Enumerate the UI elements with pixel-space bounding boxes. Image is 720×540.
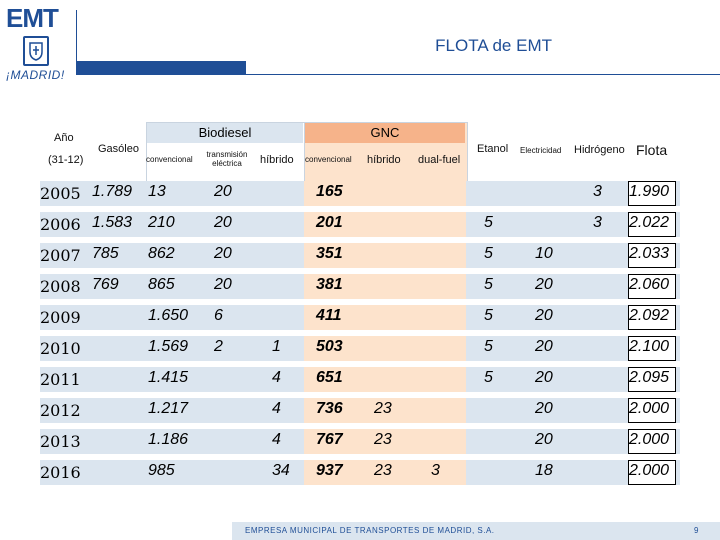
- table-row: [40, 178, 680, 209]
- table-row: [40, 333, 680, 364]
- flota-cell: 2.095: [629, 369, 670, 386]
- gnc-conv-cell: 351: [316, 245, 343, 262]
- gnc-dual-cell: 3: [431, 462, 440, 479]
- bio-trans-cell: 20: [214, 245, 232, 262]
- bio-conv-cell: 865: [148, 276, 175, 293]
- page-title: FLOTA de EMT: [435, 36, 552, 55]
- gnc-other-background: [366, 336, 466, 361]
- flota-cell: 2.000: [629, 400, 670, 417]
- bio-hib-cell: 34: [272, 462, 290, 479]
- year-cell: 2012: [40, 401, 81, 420]
- gasoleo-cell: 1.789: [92, 183, 133, 200]
- elec-cell: 18: [535, 462, 553, 479]
- year-cell: 2016: [40, 463, 81, 482]
- year-cell: 2007: [40, 246, 81, 265]
- year-cell: 2008: [40, 277, 81, 296]
- etanol-cell: 5: [484, 245, 493, 262]
- elec-cell: 20: [535, 307, 553, 324]
- elec-cell: 20: [535, 400, 553, 417]
- gnc-hib-cell: 23: [374, 400, 392, 417]
- footer-text: EMPRESA MUNICIPAL DE TRANSPORTES DE MADRID, S.A.: [245, 526, 495, 535]
- elec-cell: 20: [535, 276, 553, 293]
- header-gnc-dual: dual-fuel: [418, 154, 461, 166]
- gnc-other-background: [366, 305, 466, 330]
- hidro-cell: 3: [593, 183, 602, 200]
- table-row: [40, 271, 680, 302]
- header-anio: Año: [54, 132, 74, 144]
- gnc-other-background: [366, 367, 466, 392]
- madrid-shield-icon: [23, 36, 49, 66]
- gnc-conv-cell: 503: [316, 338, 343, 355]
- biodiesel-header: Biodiesel: [147, 123, 303, 143]
- page-number: 9: [694, 526, 699, 535]
- table-row: [40, 364, 680, 395]
- bio-trans-cell: 20: [214, 214, 232, 231]
- bio-hib-cell: 4: [272, 369, 281, 386]
- etanol-cell: 5: [484, 338, 493, 355]
- year-cell: 2006: [40, 215, 81, 234]
- gnc-hib-cell: 23: [374, 462, 392, 479]
- logo-subtext: ¡MADRID!: [6, 68, 65, 82]
- elec-cell: 20: [535, 369, 553, 386]
- header-etanol: Etanol: [477, 143, 509, 155]
- year-cell: 2011: [40, 370, 81, 389]
- etanol-cell: 5: [484, 214, 493, 231]
- year-cell: 2009: [40, 308, 81, 327]
- gnc-header: GNC: [305, 123, 465, 143]
- elec-cell: 20: [535, 338, 553, 355]
- bio-conv-cell: 1.186: [148, 431, 189, 448]
- flota-cell: 2.100: [629, 338, 670, 355]
- gnc-conv-cell: 937: [316, 462, 343, 479]
- bio-conv-cell: 1.415: [148, 369, 189, 386]
- gnc-conv-cell: 201: [316, 214, 343, 231]
- header-gasoleo: Gasóleo: [98, 143, 139, 155]
- header-gnc-convencional: convencional: [305, 155, 352, 164]
- gnc-other-background: [366, 181, 466, 206]
- etanol-cell: 5: [484, 307, 493, 324]
- bio-trans-cell: 20: [214, 276, 232, 293]
- flota-cell: 2.060: [629, 276, 670, 293]
- bio-trans-cell: 20: [214, 183, 232, 200]
- gnc-conv-cell: 767: [316, 431, 343, 448]
- bio-conv-cell: 1.650: [148, 307, 189, 324]
- gasoleo-cell: 1.583: [92, 214, 133, 231]
- header-rango: (31-12): [48, 154, 84, 166]
- header-gnc-hibrido: híbrido: [367, 154, 401, 166]
- header-flota: Flota: [636, 142, 668, 158]
- gnc-conv-cell: 165: [316, 183, 343, 200]
- year-cell: 2005: [40, 184, 81, 203]
- year-cell: 2010: [40, 339, 81, 358]
- header-bio-hibrido: híbrido: [260, 154, 294, 166]
- etanol-cell: 5: [484, 276, 493, 293]
- header-bar: [76, 61, 246, 75]
- header-electricidad: Electricidad: [520, 146, 562, 155]
- table-row: [40, 209, 680, 240]
- header-hidrogeno: Hidrógeno: [574, 144, 625, 156]
- flota-cell: 2.000: [629, 462, 670, 479]
- elec-cell: 10: [535, 245, 553, 262]
- bio-trans-cell: 2: [214, 338, 223, 355]
- gnc-conv-cell: 411: [316, 307, 342, 324]
- bio-conv-cell: 985: [148, 462, 175, 479]
- flota-cell: 2.033: [629, 245, 670, 262]
- bio-conv-cell: 210: [148, 214, 175, 231]
- gasoleo-cell: 785: [92, 245, 119, 262]
- gnc-other-background: [366, 243, 466, 268]
- table-row: [40, 395, 680, 426]
- gnc-conv-cell: 651: [316, 369, 343, 386]
- bio-hib-cell: 4: [272, 400, 281, 417]
- bio-conv-cell: 1.569: [148, 338, 189, 355]
- gnc-other-background: [366, 274, 466, 299]
- bio-conv-cell: 862: [148, 245, 175, 262]
- table-row: [40, 240, 680, 271]
- table-row: [40, 457, 680, 488]
- emt-logo: [6, 4, 72, 82]
- flota-cell: 2.092: [629, 307, 670, 324]
- bio-hib-cell: 1: [272, 338, 281, 355]
- gnc-other-background: [366, 212, 466, 237]
- flota-cell: 2.000: [629, 431, 670, 448]
- flota-cell: 1.990: [629, 183, 670, 200]
- bio-conv-cell: 1.217: [148, 400, 189, 417]
- gasoleo-cell: 769: [92, 276, 119, 293]
- header-rule: [246, 74, 720, 75]
- year-cell: 2013: [40, 432, 81, 451]
- header-bio-transmision: transmisión eléctrica: [206, 150, 248, 168]
- logo-text: EMT: [6, 3, 58, 33]
- gnc-hib-cell: 23: [374, 431, 392, 448]
- hidro-cell: 3: [593, 214, 602, 231]
- bio-trans-cell: 6: [214, 307, 223, 324]
- etanol-cell: 5: [484, 369, 493, 386]
- elec-cell: 20: [535, 431, 553, 448]
- bio-hib-cell: 4: [272, 431, 281, 448]
- table-row: [40, 302, 680, 333]
- table-row: [40, 426, 680, 457]
- gnc-conv-cell: 736: [316, 400, 343, 417]
- gnc-conv-cell: 381: [316, 276, 343, 293]
- header-bio-convencional: convencional: [146, 155, 193, 164]
- flota-cell: 2.022: [629, 214, 670, 231]
- bio-conv-cell: 13: [148, 183, 166, 200]
